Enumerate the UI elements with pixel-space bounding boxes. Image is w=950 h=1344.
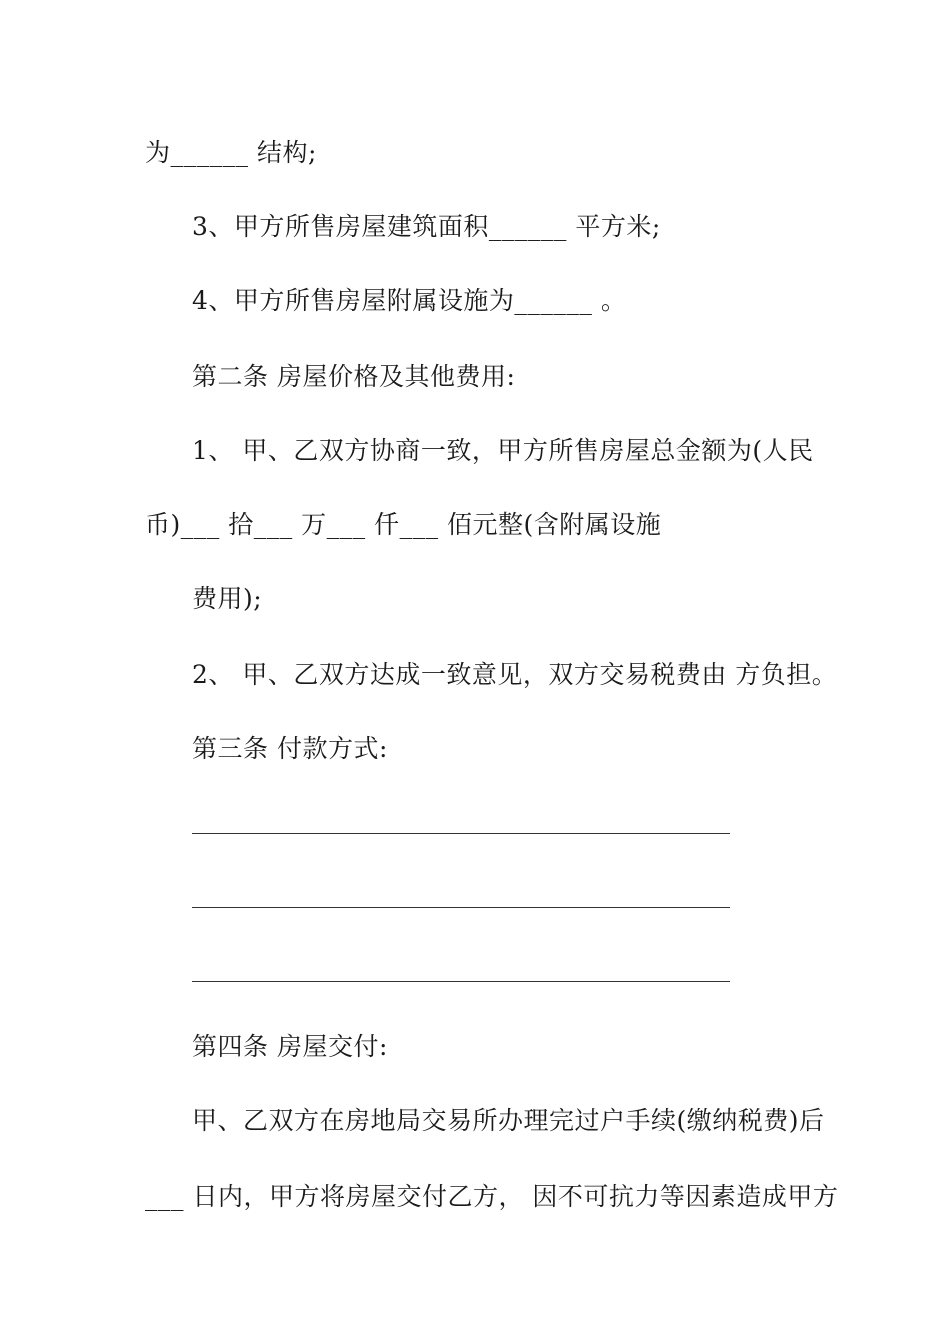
price-clause-line-2: 币)___ 拾___ 万___ 仟___ 佰元整(含附属设施 [145,510,662,539]
facilities-clause: 4、甲方所售房屋附属设施为______ 。 [192,286,627,315]
delivery-clause-line-2: ___ 日内，甲方将房屋交付乙方， 因不可抗力等因素造成甲方 [145,1182,839,1211]
area-clause: 3、甲方所售房屋建筑面积______ 平方米; [192,212,661,241]
price-clause-line-3: 费用); [192,584,263,613]
delivery-clause-line-1: 甲、乙双方在房地局交易所办理完过户手续(缴纳税费)后 [192,1106,825,1135]
article-three-heading: 第三条 付款方式: [192,734,388,763]
article-four-heading: 第四条 房屋交付: [192,1032,388,1061]
structure-line: 为______ 结构; [145,138,317,167]
payment-blank-line [192,907,730,908]
payment-blank-line [192,833,730,834]
price-clause-line-1: 1、 甲、乙双方协商一致，甲方所售房屋总金额为(人民 [192,436,814,465]
payment-blank-line [192,981,730,982]
article-two-heading: 第二条 房屋价格及其他费用: [192,362,516,391]
tax-clause: 2、 甲、乙双方达成一致意见，双方交易税费由 方负担。 [192,660,838,689]
